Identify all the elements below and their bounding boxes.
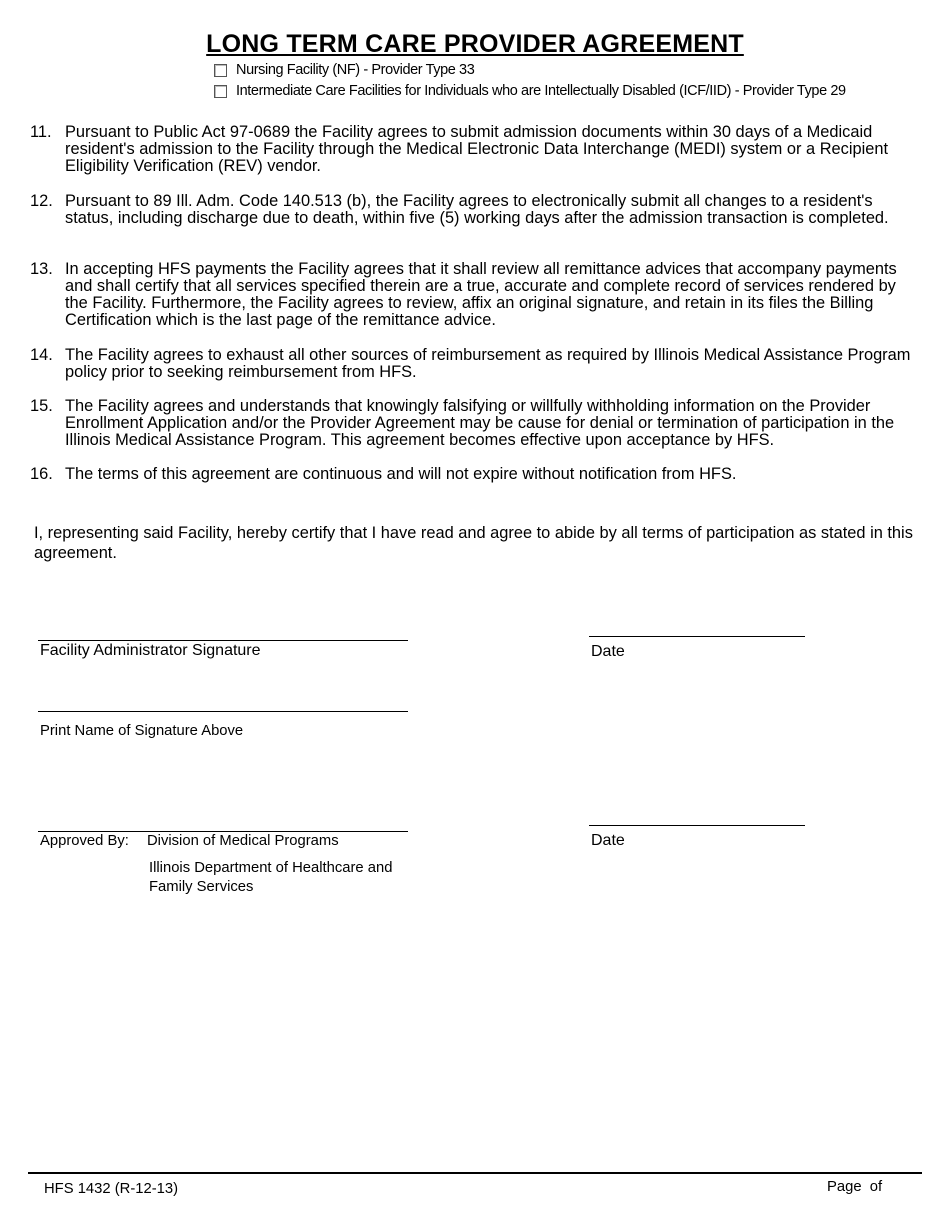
date-label-1: Date	[591, 643, 625, 660]
agreement-item-16	[30, 466, 915, 483]
agreement-item-15	[30, 398, 915, 449]
approved-by-division: Division of Medical Programs	[147, 833, 339, 849]
agreement-item-14	[30, 347, 915, 381]
date-label-2: Date	[591, 832, 625, 849]
item-number: 11.	[30, 123, 52, 141]
print-name-line[interactable]	[38, 711, 408, 712]
item-number: 14.	[30, 346, 53, 364]
form-number: HFS 1432 (R-12-13)	[44, 1181, 179, 1197]
icf-iid-checkbox[interactable]	[214, 85, 227, 98]
approved-by-dept-line1: Illinois Department of Healthcare and	[149, 860, 393, 876]
item-text: The terms of this agreement are continuous and will not expire without notification from HFS.	[65, 465, 737, 483]
nf-checkbox[interactable]	[214, 64, 227, 77]
item-text: Pursuant to Public Act 97-0689 the Facility agrees to submit admission documents within 30 days of a Medicaid resident's admission to the Facility through the Medical Electronic Data Interchange (MEDI) system or a Recipient Eligibility Verification (REV) vendor.	[65, 123, 889, 175]
approved-by-label: Approved By:	[40, 833, 129, 849]
item-text: The Facility agrees to exhaust all other sources of reimbursement as required by Illinois Medical Assistance Program policy prior to seeking reimbursement from HFS.	[65, 346, 911, 381]
agreement-item-12	[30, 193, 915, 227]
approved-by-dept-line2: Family Services	[149, 879, 254, 895]
nf-checkbox-label: Nursing Facility (NF) - Provider Type 33	[236, 62, 475, 78]
checkbox-row-nf[interactable]	[214, 62, 474, 78]
icf-iid-checkbox-label: Intermediate Care Facilities for Individuals who are Intellectually Disabled (ICF/IID) - Provider Type 29	[236, 83, 846, 99]
date-line-1[interactable]	[589, 636, 805, 637]
item-text: The Facility agrees and understands that knowingly falsifying or willfully withholding information on the Provider Enrollment Application and/or the Provider Agreement may be cause for denial or termination of participation in the Illinois Medical Assistance Program. This agreement becomes effective upon acceptance by HFS.	[65, 397, 895, 449]
admin-signature-line[interactable]	[38, 640, 408, 641]
item-number: 16.	[30, 465, 53, 483]
checkbox-row-icf-iid[interactable]	[214, 83, 846, 99]
item-number: 12.	[30, 192, 53, 210]
item-text: Pursuant to 89 Ill. Adm. Code 140.513 (b), the Facility agrees to electronically submit all changes to a resident's status, including discharge due to death, within five (5) working days after the admission transaction is completed.	[65, 192, 889, 227]
agreement-item-11	[30, 124, 915, 175]
admin-signature-label: Facility Administrator Signature	[40, 642, 261, 659]
approved-by-line[interactable]	[38, 831, 408, 832]
item-text: In accepting HFS payments the Facility agrees that it shall review all remittance advices that accompany payments and shall certify that all services specified therein are a true, accurate and complete record of services rendered by the Facility. Furthermore, the Facility agrees to review, affix an original signature, and retain in its files the Billing Certification which is the last page of the remittance advice.	[65, 260, 897, 329]
item-number: 13.	[30, 260, 53, 278]
agreement-item-13	[30, 261, 915, 329]
item-number: 15.	[30, 397, 53, 415]
certification-statement: I, representing said Facility, hereby certify that I have read and agree to abide by all terms of participation as stated in this agreement.	[34, 524, 913, 562]
page-title: LONG TERM CARE PROVIDER AGREEMENT	[206, 30, 744, 58]
footer-divider	[28, 1172, 922, 1174]
date-line-2[interactable]	[589, 825, 805, 826]
page-number: Page of	[827, 1179, 883, 1195]
print-name-label: Print Name of Signature Above	[40, 723, 244, 739]
